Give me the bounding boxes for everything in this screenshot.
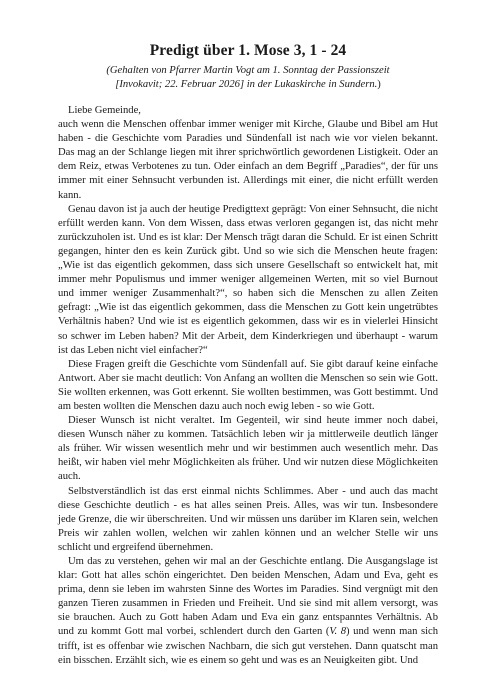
paragraph-text-tail: ) und wenn man sich trifft, ist es offenbar wie zwischen Nachbarn, die sich gut verstehen. Dann quatscht man ein bisschen. Erzählt sich, wie es einem so geht und was es an Neuigkeiten gibt. Und xyxy=(58,626,439,666)
paragraph-text: Um das zu verstehen, gehen wir mal an der Geschichte entlang. Die Ausgangslage ist klar: Gott hat alles schön eingerichtet. Den beiden Menschen, Adam und Eva, geht es prima, denn sie leben im wahrsten Sinne des Wortes im Paradies. Sind vergnügt mit den ganzen Tieren zusammen in Frieden und Freiheit. Und sie sind mit allem versorgt, was sie brauchen. Auch zu Gott haben Adam und Eva ein ganz entspanntes Verhältnis. Ab und zu kommt Gott mal vorbei, schlendert durch den Garten ( xyxy=(58,556,438,638)
paragraph: Selbstverständlich ist das erst einmal nichts Schlimmes. Aber - und auch das macht diese Geschichte deutlich - es hat alles seinen Preis. Alles, was wir tun. Insbesondere jede Grenze, die wir überschreiten. Und wir müssen uns darüber im Klaren sein, welchen Preis wir zahlen wollen, welchen wir zahlen können und an welcher Stelle wir uns schlicht und ergreifend übernehmen. xyxy=(58,485,438,553)
paragraph: auch wenn die Menschen offenbar immer weniger mit Kirche, Glaube und Bibel am Hut haben - die Geschichte vom Paradies und Sündenfall ist nach wie vor vielen bekannt. Das mag an der Schlange liegen mit ihrer sprichwörtlich gewordenen Listigkeit. Oder an dem Reiz, etwas Verbotenes zu tun. Oder einfach an dem Begriff „Paradies“, der für uns immer mit einer Sehnsucht verbunden ist. Allerdings mit einer, die nicht erfüllt werden kann. xyxy=(58,119,438,201)
paragraph: Diese Fragen greift die Geschichte vom Sündenfall auf. Sie gibt darauf keine einfache Antwort. Aber sie macht deutlich: Von Anfang an wollten die Menschen so sein wie Gott. Sie wollten erkennen, was Gott erkennt. Sie wollten bestimmen, was Gott bestimmt. Und am besten wollten die Menschen dazu auch noch ewig leben - so wie Gott. xyxy=(58,358,438,412)
sermon-subtitle xyxy=(58,64,438,92)
verse-reference: V. 8 xyxy=(329,626,347,638)
salutation: Liebe Gemeinde, xyxy=(68,105,141,116)
paragraph-last xyxy=(58,555,438,668)
paragraph: Dieser Wunsch ist nicht veraltet. Im Gegenteil, wir sind heute immer noch dabei, diesen Wunsch näher zu kommen. Tatsächlich leben wir ja mittlerweile deutlich länger als früher. Wir wissen wesentlich mehr und wir bestimmen auch wesentlich mehr. Das heißt, wir haben viel mehr Möglichkeiten als früher. Und wir nutzen diese Möglichkeiten auch. xyxy=(58,415,438,483)
subtitle-line-2: [Invokavit; 22. Februar 2026] in der Lukaskirche in Sundern. xyxy=(115,79,378,90)
page-title: Predigt über 1. Mose 3, 1 - 24 xyxy=(149,42,347,59)
subtitle-line-1: (Gehalten von Pfarrer Martin Vogt am 1. Sonntag der Passionszeit xyxy=(106,65,390,76)
sermon-body xyxy=(58,104,438,668)
subtitle-close-paren: ) xyxy=(377,79,381,90)
paragraph: Genau davon ist ja auch der heutige Predigttext geprägt: Von einer Sehnsucht, die nicht erfüllt werden kann. Von dem Wissen, dass etwas verloren gegangen ist, das nicht mehr zurückzuholen ist. Und es ist klar: Der Mensch trägt daran die Schuld. Er ist einen Schritt gegangen, hinter den es kein Zurück gibt. Und so wie sich die Menschen heute fragen: „Wie ist das eigentlich gekommen, dass sich unsere Gesellschaft so entwickelt hat, mit immer mehr Populismus und immer weniger allgemeinen Werten, mit so viel Burnout und immer weniger Zusammenhalt?“, so haben sich die Menschen zu allen Zeiten gefragt: „Wie ist das eigentlich gekommen, dass die Menschen zu Gott kein ungetrübtes Verhältnis haben? Und wie ist es eigentlich gekommen, dass wir es in vielerlei Hinsicht so schwer im Leben haben? Mit der Arbeit, dem Kinderkriegen und überhaupt - warum ist das Leben nicht viel einfacher?“ xyxy=(58,203,438,356)
